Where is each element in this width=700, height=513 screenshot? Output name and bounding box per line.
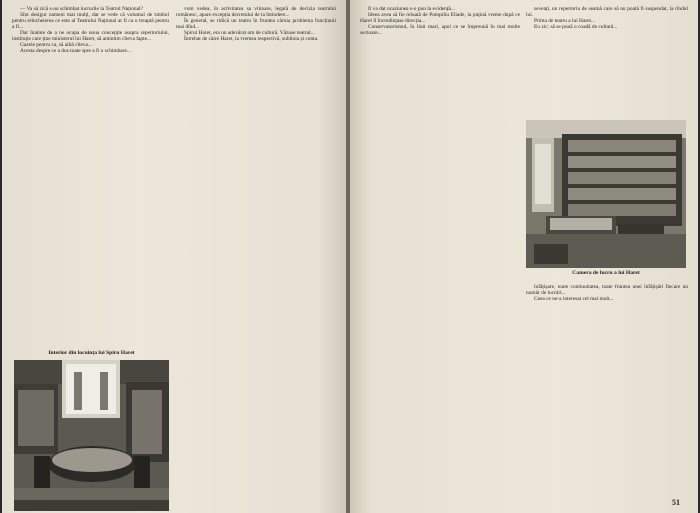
paragraph: Eu zic: să se pună o coadă de cultură...: [534, 24, 618, 31]
paragraph: înfățișare, toate continuitatea, toate fruntea unei înfățișări fiecare un număr de lucrări...: [526, 284, 688, 297]
right-column-2: [526, 6, 688, 114]
interior-photo: [14, 360, 169, 511]
paragraph: Spirul Haret, era un adevărat om de cultură. Văzuse teatrul...: [184, 30, 315, 37]
paragraph: Sînt desigur oameni mai mulți, dar se vede că volumul de simbol pentru reîncheierea ce este al Teatrului Național ar fi ca o treaptă pentru a fi...: [12, 12, 169, 31]
right-column-2-bottom: [526, 284, 688, 494]
paragraph: Prima de teatru a lui Haret...: [534, 18, 596, 25]
study-room-photo: [526, 120, 686, 268]
right-page: [350, 0, 698, 513]
paragraph: Conservatorismul, în linii mari, apoi ce se împreună în mai multe sectoare...: [360, 24, 520, 37]
paragraph: Dar înainte de a ne ocupa de noua concepție asupra repertoriului, instituție care ține ministerul lui Haret, să amintim cîteva fapte...: [12, 30, 169, 43]
paragraph: În general, se ridică un teatru în fruntea căruia problema funcțiunii mai dînd...: [176, 18, 336, 31]
paragraph: Il va dat ocaziunea s-o pun la evidență...: [368, 6, 455, 12]
right-column-1: [360, 6, 520, 511]
paragraph: Ceea ce ne-a interesat cel mai mult...: [534, 296, 614, 303]
paragraph: seveați, un repertoriu de seamă care să nu poată fi suspendat, la rîndul lui.: [526, 6, 688, 19]
photo-caption: Camera de lucru a lui Haret: [572, 270, 640, 276]
paragraph: Acesta despre ce a dus toate spre a fi o schimbare...: [20, 48, 131, 55]
paragraph: Ideea avea să fie reluată de Pompiliu Eliade, la puțină vreme după ce Haret îl încredințase direcția...: [360, 12, 520, 25]
left-page: [2, 0, 346, 513]
paragraph: Întrebat de către Haret, la vremea respectivă, sublinia și conta.: [184, 36, 319, 43]
page-number: 51: [672, 498, 680, 507]
left-column-2: [176, 6, 336, 511]
paragraph: — Va să zică s-au schimbat lucrurile la Teatrul Național?: [20, 6, 143, 12]
photo-caption: Interior din locuința lui Spiru Haret: [48, 350, 135, 356]
paragraph: Gazele pentru ca, să aibă cîteva...: [20, 42, 92, 49]
paragraph: vom vedea, în activitatea sa viitoare, legată de decizia teatrului românesc, apare excepția decretului de la întindere...: [176, 6, 336, 19]
